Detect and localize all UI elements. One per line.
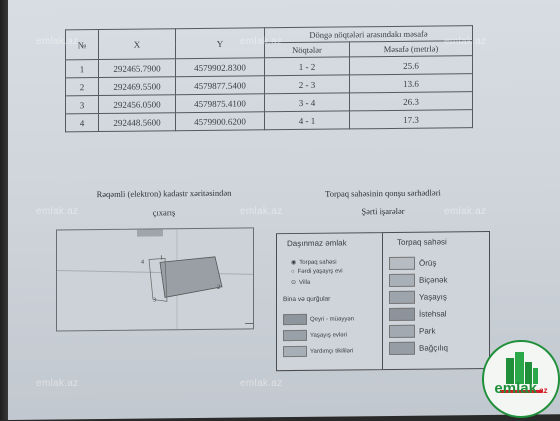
- neighbor-parcel: [137, 229, 163, 236]
- legend-land-hayfield: [389, 273, 447, 287]
- swatch-icon: [283, 330, 307, 341]
- emlak-logo-badge: [482, 340, 560, 418]
- cell-n: 3: [66, 96, 99, 114]
- cell-points: 4 - 1: [265, 111, 350, 130]
- legend-radio-label: Villa: [299, 279, 310, 285]
- radio-dot-icon: ◉: [291, 259, 296, 266]
- watermark: emlak.az: [240, 206, 282, 217]
- map-point-label: 1: [160, 255, 163, 261]
- col-x: X: [99, 29, 176, 60]
- legend-buildings-title: Bina və qurğular: [283, 296, 330, 303]
- col-distance: Məsafə (metrlə): [350, 41, 473, 57]
- legend-radio-private-house: [291, 268, 343, 275]
- swatch-icon: [389, 308, 415, 321]
- watermark: emlak.az: [36, 378, 78, 389]
- cell-y: 4579877.5400: [176, 76, 265, 95]
- cell-y: 4579902.8300: [176, 58, 265, 77]
- map-point-label: 4: [141, 260, 144, 266]
- cell-x: 292469.5500: [99, 77, 176, 96]
- col-points: Nöqtələr: [265, 42, 350, 58]
- swatch-icon: [283, 346, 307, 357]
- cell-y: 4579900.6200: [176, 112, 265, 131]
- cell-distance: 26.3: [350, 92, 473, 111]
- legend-land-use-title: Torpaq sahəsi: [397, 237, 447, 247]
- legend-radio-villa: [291, 279, 310, 286]
- watermark: emlak.az: [444, 36, 486, 47]
- legend-land-label: Yaşayış: [419, 292, 447, 301]
- legend-land-label: Örüş: [419, 259, 436, 268]
- cell-x: 292448.5600: [99, 113, 176, 132]
- map-point-label: 2: [217, 285, 220, 291]
- logo-brand: emlak: [494, 380, 537, 397]
- cell-n: 1: [66, 60, 99, 78]
- map-drawing: [57, 228, 253, 330]
- legend-swatch-label: Qeyri - müəyyən: [310, 316, 354, 322]
- watermark: emlak.az: [36, 206, 78, 217]
- legend-radio-label: Fərdi yaşayış evi: [298, 268, 343, 274]
- cell-distance: 13.6: [350, 74, 473, 93]
- cadastral-map-extract: [56, 227, 254, 331]
- cell-n: 4: [66, 114, 99, 132]
- swatch-icon: [389, 325, 415, 338]
- cell-distance: 17.3: [350, 110, 473, 129]
- legend-caption-line1: Torpaq sahəsinin qonşu sərhədləri: [278, 187, 488, 199]
- logo-wordmark: [484, 380, 558, 397]
- cell-points: 1 - 2: [265, 57, 350, 76]
- building-skyline-icon: [484, 342, 558, 416]
- legend-land-park: [389, 325, 435, 338]
- legend-land-label: Park: [419, 327, 435, 336]
- legend-swatch-undefined: [283, 313, 354, 325]
- col-group-distance: Döngə nöqtələri arasındakı məsafə: [265, 26, 473, 43]
- cell-y: 4579875.4100: [176, 94, 265, 113]
- legend-land-residential: [389, 290, 447, 304]
- radio-circled-dot-icon: ⊙: [291, 279, 296, 286]
- radio-circle-icon: ○: [291, 269, 295, 275]
- legend-swatch-auxiliary: [283, 345, 353, 357]
- logo-tld: .az: [537, 386, 548, 395]
- legend-land-label: İstehsal: [419, 309, 447, 318]
- legend-real-estate: [277, 233, 383, 370]
- watermark: emlak.az: [240, 36, 282, 47]
- legend-land-use: [383, 232, 489, 369]
- legend-land-orchard: [389, 341, 448, 355]
- swatch-icon: [389, 342, 415, 355]
- legend-real-estate-title: Daşınmaz əmlak: [287, 238, 347, 248]
- legend-caption-line2: Şərti işarələr: [278, 205, 488, 217]
- cell-points: 2 - 3: [265, 75, 350, 94]
- cell-points: 3 - 4: [265, 93, 350, 112]
- cell-x: 292465.7900: [99, 59, 176, 78]
- table-row: [66, 110, 473, 132]
- legend-swatch-residential: [283, 329, 347, 341]
- legend-box: [276, 231, 490, 371]
- watermark: emlak.az: [240, 378, 282, 389]
- legend-radio-label: Torpaq sahəsi: [299, 259, 336, 265]
- map-caption-line2: çıxarış: [60, 206, 268, 218]
- legend-land-pasture: [389, 257, 436, 270]
- legend-radio-land-plot: [291, 259, 337, 266]
- map-caption: [60, 187, 268, 218]
- parcel-boundary-line: [57, 268, 253, 276]
- watermark: emlak.az: [36, 36, 78, 47]
- legend-swatch-label: Yaşayış evləri: [310, 332, 347, 338]
- swatch-icon: [283, 314, 307, 325]
- map-caption-line1: Rəqəmli (elektron) kadastr xəritəsindən: [60, 187, 268, 199]
- legend-land-label: Biçənək: [419, 275, 447, 284]
- legend-land-label: Bağçılıq: [419, 343, 448, 352]
- swatch-icon: [389, 291, 415, 304]
- swatch-icon: [389, 274, 415, 287]
- land-plot-polygon: [160, 257, 222, 298]
- swatch-icon: [389, 257, 415, 270]
- legend-swatch-label: Yardımçı tikililəri: [310, 348, 353, 354]
- cell-n: 2: [66, 78, 99, 96]
- map-point-label: 3: [153, 297, 156, 303]
- col-y: Y: [176, 28, 265, 59]
- cell-distance: 25.6: [350, 56, 473, 75]
- cell-x: 292456.0500: [99, 95, 176, 114]
- legend-land-industrial: [389, 307, 447, 321]
- col-no: №: [66, 30, 99, 60]
- watermark: emlak.az: [444, 206, 486, 217]
